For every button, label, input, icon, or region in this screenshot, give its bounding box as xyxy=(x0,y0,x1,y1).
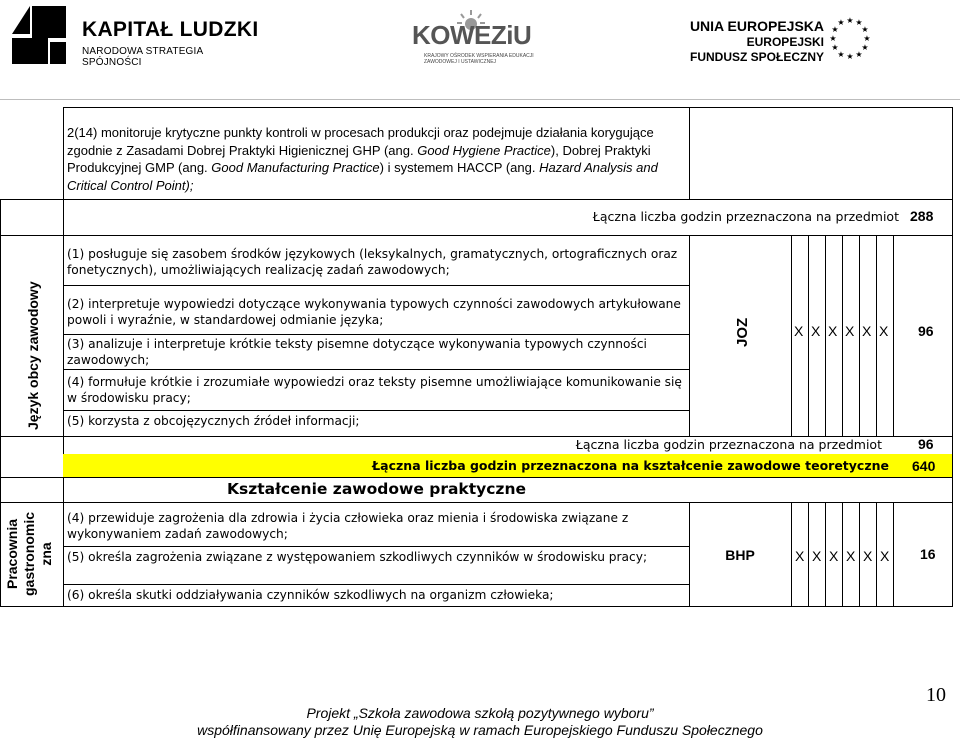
language-mark-5: X xyxy=(862,323,872,339)
practical-hours: 16 xyxy=(920,546,936,562)
svg-text:★: ★ xyxy=(831,43,839,52)
svg-text:★: ★ xyxy=(846,52,854,61)
haccp-row-text xyxy=(67,124,685,194)
svg-text:★: ★ xyxy=(861,25,869,34)
kowezu-subtitle: KRAJOWY OŚRODEK WSPIERANIA EDUKACJI ZAWODOWEJ I USTAWICZNEJ xyxy=(424,53,534,65)
eu-line-3: FUNDUSZ SPOŁECZNY xyxy=(689,50,824,64)
kowezu-name: KOWEZiU xyxy=(412,20,532,50)
kowezu-logo xyxy=(410,8,540,68)
svg-text:★: ★ xyxy=(855,50,863,59)
language-mark-3: X xyxy=(828,323,838,339)
haccp-text-part-3: ) i systemem HACCP (ang. xyxy=(379,160,540,175)
practical-label-line-2: gastronomic xyxy=(21,512,37,597)
practical-item-1: (4) przewiduje zagrożenia dla zdrowia i życia człowieka oraz mienia i środowiska związane z wykonywaniem zadań zawodowych; xyxy=(67,511,629,541)
theory-total-label: Łączna liczba godzin przeznaczona na kształcenie zawodowe teoretyczne xyxy=(372,458,889,473)
language-item-1: (1) posługuje się zasobem środków językowych (leksykalnych, gramatycznych, ortograficznych oraz fonetycznych), umożliwiających realizację zadań zawodowych; xyxy=(67,247,678,277)
haccp-text-italic-2: Good Manufacturing Practice xyxy=(211,160,380,175)
kapital-ludzki-logo xyxy=(10,4,260,68)
practical-label-line-1: Pracownia xyxy=(4,518,20,590)
haccp-text-italic-3: Hazard Analysis and Critical Control Point); xyxy=(67,160,658,193)
svg-text:★: ★ xyxy=(855,18,863,27)
haccp-text-italic-1: Good Hygiene Practice xyxy=(417,142,551,158)
language-hours: 96 xyxy=(918,323,934,339)
svg-text:★: ★ xyxy=(837,18,845,27)
kapital-ludzki-flag-icon xyxy=(10,4,68,66)
language-mark-1: X xyxy=(794,323,804,339)
practical-item-3: (6) określa skutki oddziaływania czynników szkodliwych na organizm człowieka; xyxy=(67,588,554,602)
svg-text:★: ★ xyxy=(846,16,854,25)
language-section-label: Język obcy zawodowy xyxy=(25,281,41,430)
subject-total-label-1: Łączna liczba godzin przeznaczona na przedmiot xyxy=(592,209,899,224)
language-mark-2: X xyxy=(811,323,821,339)
header-divider xyxy=(0,99,960,100)
language-mark-4: X xyxy=(845,323,855,339)
haccp-text-part-1: 2(14) monitoruje krytyczne punkty kontroli w procesach produkcji oraz podejmuje działania korygujące zgodnie z Zasadami Dobrej Praktyki Higienicznej GHP (ang. xyxy=(67,125,654,158)
haccp-text-part-2: ), Dobrej Praktyki Produkcyjnej GMP (ang. xyxy=(67,142,651,175)
svg-text:★: ★ xyxy=(829,34,837,43)
practical-mark-2: X xyxy=(812,548,822,564)
svg-text:★: ★ xyxy=(863,34,871,43)
svg-text:★: ★ xyxy=(831,25,839,34)
eu-stars-icon xyxy=(828,14,872,62)
subject-total-label-2: Łączna liczba godzin przeznaczona na przedmiot xyxy=(575,437,882,452)
kapital-ludzki-subtitle: NARODOWA STRATEGIA SPÓJNOŚCI xyxy=(82,46,203,68)
page-number: 10 xyxy=(926,684,946,706)
practical-heading: Kształcenie zawodowe praktyczne xyxy=(226,480,527,498)
footer-line-1: Projekt „Szkoła zawodowa szkołą pozytywnego wyboru” xyxy=(306,705,654,721)
practical-mark-1: X xyxy=(795,548,805,564)
language-subject-code: JOZ xyxy=(734,317,751,347)
practical-mark-4: X xyxy=(846,548,856,564)
language-item-3: (3) analizuje i interpretuje krótkie teksty pisemne dotyczące wykonywania typowych czynności zawodowych; xyxy=(67,337,647,367)
language-item-4: (4) formułuje krótkie i zrozumiałe wypowiedzi oraz teksty pisemne umożliwiające komunikowanie się w środowisku pracy; xyxy=(67,375,682,405)
practical-mark-5: X xyxy=(863,548,873,564)
language-item-5: (5) korzysta z obcojęzycznych źródeł informacji; xyxy=(67,414,360,428)
kapital-ludzki-name: KAPITAŁ LUDZKI xyxy=(82,18,259,41)
svg-text:★: ★ xyxy=(837,50,845,59)
practical-label-line-3: zna xyxy=(38,542,54,566)
subject-total-value-2: 96 xyxy=(918,436,934,452)
eu-logo xyxy=(660,18,950,68)
language-item-2: (2) interpretuje wypowiedzi dotyczące wykonywania typowych czynności zawodowych artykułowane powoli i wyraźnie, w standardowej odmianie języka; xyxy=(67,297,681,327)
practical-mark-3: X xyxy=(829,548,839,564)
theory-total-value: 640 xyxy=(912,458,936,474)
svg-text:★: ★ xyxy=(861,43,869,52)
practical-section-label xyxy=(4,504,55,604)
practical-subject-code: BHP xyxy=(725,547,755,563)
language-mark-6: X xyxy=(879,323,889,339)
eu-line-2: EUROPEJSKI xyxy=(746,35,824,49)
practical-mark-6: X xyxy=(880,548,890,564)
subject-total-value-1: 288 xyxy=(910,208,934,224)
practical-item-2: (5) określa zagrożenia związane z występowaniem szkodliwych czynników w środowisku pracy; xyxy=(67,550,648,564)
eu-line-1: UNIA EUROPEJSKA xyxy=(689,18,824,34)
footer-line-2: współfinansowany przez Unię Europejską w ramach Europejskiego Funduszu Społecznego xyxy=(197,722,763,738)
